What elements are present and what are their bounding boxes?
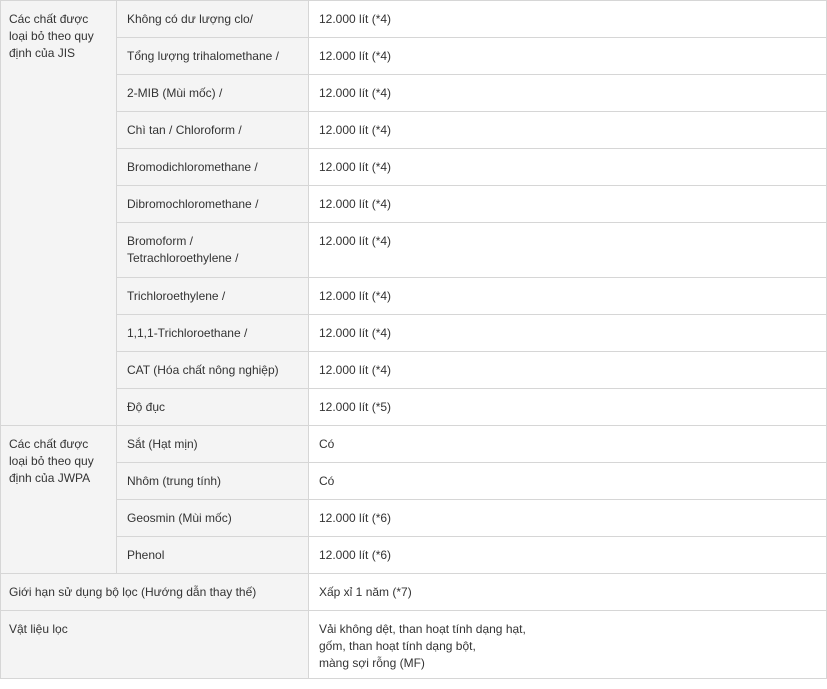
table-row [1, 278, 827, 315]
item-label: Độ đục [117, 389, 309, 426]
spec-table-body [1, 1, 827, 679]
table-row [1, 112, 827, 149]
item-value: 12.000 lít (*4) [309, 186, 827, 223]
filter-material-value: Vải không dệt, than hoạt tính dạng hạt, gốm, than hoạt tính dạng bột, màng sợi rỗng (MF) [309, 611, 827, 679]
table-row [1, 426, 827, 463]
table-row [1, 389, 827, 426]
item-label: CAT (Hóa chất nông nghiệp) [117, 352, 309, 389]
item-label: Geosmin (Mùi mốc) [117, 500, 309, 537]
table-row [1, 186, 827, 223]
item-label: Chì tan / Chloroform / [117, 112, 309, 149]
table-row [1, 574, 827, 611]
item-value: 12.000 lít (*4) [309, 112, 827, 149]
item-value: 12.000 lít (*4) [309, 1, 827, 38]
item-label: Bromoform / Tetrachloroethylene / [117, 223, 309, 278]
table-row [1, 149, 827, 186]
item-value: Có [309, 463, 827, 500]
category-jwpa: Các chất được loại bỏ theo quy định của JWPA [1, 426, 117, 574]
item-value: 12.000 lít (*4) [309, 352, 827, 389]
table-row [1, 38, 827, 75]
item-value: Có [309, 426, 827, 463]
table-row [1, 1, 827, 38]
filter-material-label: Vật liệu lọc [1, 611, 309, 679]
table-row [1, 611, 827, 679]
item-label: Bromodichloromethane / [117, 149, 309, 186]
item-label: 1,1,1-Trichloroethane / [117, 315, 309, 352]
item-value: 12.000 lít (*6) [309, 500, 827, 537]
item-value: 12.000 lít (*4) [309, 315, 827, 352]
table-row [1, 352, 827, 389]
table-row [1, 315, 827, 352]
table-row [1, 500, 827, 537]
item-label: Sắt (Hạt mịn) [117, 426, 309, 463]
item-label: Nhôm (trung tính) [117, 463, 309, 500]
item-label: Không có dư lượng clo/ [117, 1, 309, 38]
filter-life-label: Giới hạn sử dụng bộ lọc (Hướng dẫn thay thế) [1, 574, 309, 611]
item-value: 12.000 lít (*4) [309, 149, 827, 186]
item-label: Dibromochloromethane / [117, 186, 309, 223]
filter-life-value: Xấp xỉ 1 năm (*7) [309, 574, 827, 611]
item-label: Trichloroethylene / [117, 278, 309, 315]
item-label: Tổng lượng trihalomethane / [117, 38, 309, 75]
item-value: 12.000 lít (*4) [309, 278, 827, 315]
table-row [1, 223, 827, 278]
category-jis: Các chất được loại bỏ theo quy định của JIS [1, 1, 117, 426]
table-row [1, 75, 827, 112]
item-label: Phenol [117, 537, 309, 574]
item-value: 12.000 lít (*4) [309, 75, 827, 112]
item-value: 12.000 lít (*4) [309, 38, 827, 75]
item-label: 2-MIB (Mùi mốc) / [117, 75, 309, 112]
item-value: 12.000 lít (*4) [309, 223, 827, 278]
item-value: 12.000 lít (*5) [309, 389, 827, 426]
table-row [1, 537, 827, 574]
table-row [1, 463, 827, 500]
item-value: 12.000 lít (*6) [309, 537, 827, 574]
